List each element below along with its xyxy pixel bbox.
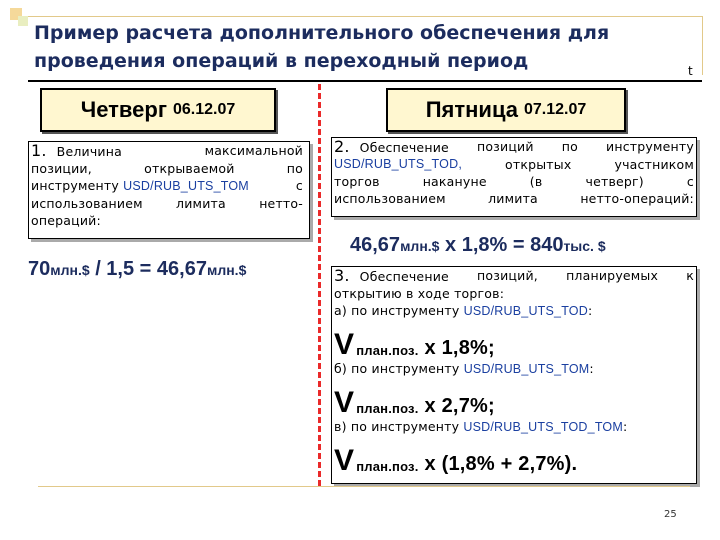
word: Обеспечение <box>359 140 449 155</box>
word: открываемой <box>144 161 235 176</box>
formula-part: х 2,7%; <box>424 395 495 417</box>
slide-title-line-2: проведения операций в переходный период <box>34 50 529 72</box>
text-line: открытию в ходе торгов: <box>334 286 505 301</box>
item-number: 1. <box>31 141 47 160</box>
day-box-friday <box>386 88 626 132</box>
volume-subscript: план.поз. <box>356 401 419 416</box>
text-line <box>29 177 305 195</box>
formula-part: 46,67 <box>350 234 401 256</box>
formula-part: 70 <box>28 258 51 280</box>
word: по <box>561 139 578 154</box>
word: четверг) <box>585 174 644 189</box>
formula-unit: тыс. $ <box>563 238 606 254</box>
volume-formula-b <box>332 378 696 418</box>
word: по <box>286 161 303 176</box>
word: открытых <box>505 157 572 172</box>
word: к <box>686 268 694 283</box>
word: инструменту <box>31 178 119 193</box>
instrument-code: USD/RUB_UTS_TOD, <box>334 157 462 171</box>
word: планируемых <box>566 268 659 283</box>
word: торгов <box>334 174 380 189</box>
day-divider-line <box>318 84 321 486</box>
word: позиции, <box>31 161 92 176</box>
word: лимита <box>176 196 226 211</box>
instrument-code: USD/RUB_UTS_TOM <box>463 362 590 376</box>
day-date: 06.12.07 <box>172 101 236 118</box>
instrument-code: USD/RUB_UTS_TOM <box>123 179 249 193</box>
word: позиций <box>476 139 534 154</box>
word: Величина <box>56 144 122 159</box>
timeline-label: t <box>688 64 693 78</box>
day-date: 07.12.07 <box>523 101 587 118</box>
page-number: 25 <box>664 509 677 520</box>
volume-symbol: V <box>334 328 355 361</box>
word: Обеспечение <box>359 269 449 284</box>
footer-rule <box>38 486 690 487</box>
text-line <box>29 142 305 160</box>
word: использованием <box>31 196 143 211</box>
instrument-line-c <box>332 418 696 436</box>
volume-symbol: V <box>334 386 355 419</box>
text-line <box>332 138 696 156</box>
instrument-code: USD/RUB_UTS_TOD_TOM <box>463 420 623 434</box>
formula-part: х 1,8% = 840 <box>439 234 564 256</box>
word: максимальной <box>204 143 303 158</box>
text-line <box>332 156 696 173</box>
planned-positions-box <box>331 266 697 484</box>
text-line <box>29 195 305 212</box>
volume-symbol: V <box>334 444 355 477</box>
word: нетто- <box>259 196 303 211</box>
tod-coverage-box <box>331 137 697 217</box>
slide-title-line-1: Пример расчета дополнительного обеспечения для <box>34 22 610 44</box>
word: лимита <box>488 191 538 206</box>
word: б) по инструменту <box>334 361 464 376</box>
formula-part: х 1,8%; <box>424 337 495 359</box>
max-position-formula <box>28 258 246 281</box>
word: накануне <box>422 174 487 189</box>
word: в) по инструменту <box>334 419 464 434</box>
text-line <box>332 267 696 285</box>
formula-unit: млн.$ <box>50 262 90 278</box>
instrument-line-a <box>332 302 696 320</box>
day-name: Четверг <box>80 97 167 122</box>
day-name: Пятница <box>425 97 518 122</box>
max-position-box <box>28 141 310 239</box>
formula-part: х (1,8% + 2,7%). <box>424 453 578 475</box>
word: а) по инструменту <box>334 303 464 318</box>
day-box-thursday <box>40 88 276 132</box>
text-line <box>332 190 696 207</box>
volume-subscript: план.поз. <box>356 343 419 358</box>
tod-coverage-formula <box>350 234 606 257</box>
formula-unit: млн.$ <box>206 262 247 278</box>
word: с <box>686 174 694 189</box>
word: : <box>587 303 593 318</box>
word: инструменту <box>606 139 694 154</box>
word: с <box>295 178 303 193</box>
instrument-line-b <box>332 360 696 378</box>
word: (в <box>529 174 543 189</box>
formula-part: / 1,5 = 46,67 <box>89 258 207 280</box>
text-line <box>29 212 305 229</box>
volume-formula-c <box>332 436 696 476</box>
text-line <box>332 173 696 190</box>
timeline-axis <box>28 80 702 82</box>
volume-subscript: план.поз. <box>356 459 419 474</box>
word: позиций, <box>477 268 538 283</box>
word: : <box>622 419 628 434</box>
item-number: 3. <box>334 266 350 285</box>
word: нетто-операций: <box>580 191 694 206</box>
word: : <box>589 361 594 376</box>
word: использованием <box>334 191 446 206</box>
volume-formula-a <box>332 320 696 360</box>
item-number: 2. <box>334 137 350 156</box>
text-line <box>29 160 305 177</box>
word: операций: <box>31 213 101 228</box>
formula-unit: млн.$ <box>400 238 440 254</box>
instrument-code: USD/RUB_UTS_TOD <box>463 304 588 318</box>
word: участником <box>614 157 694 172</box>
decorative-square-small <box>18 16 28 26</box>
